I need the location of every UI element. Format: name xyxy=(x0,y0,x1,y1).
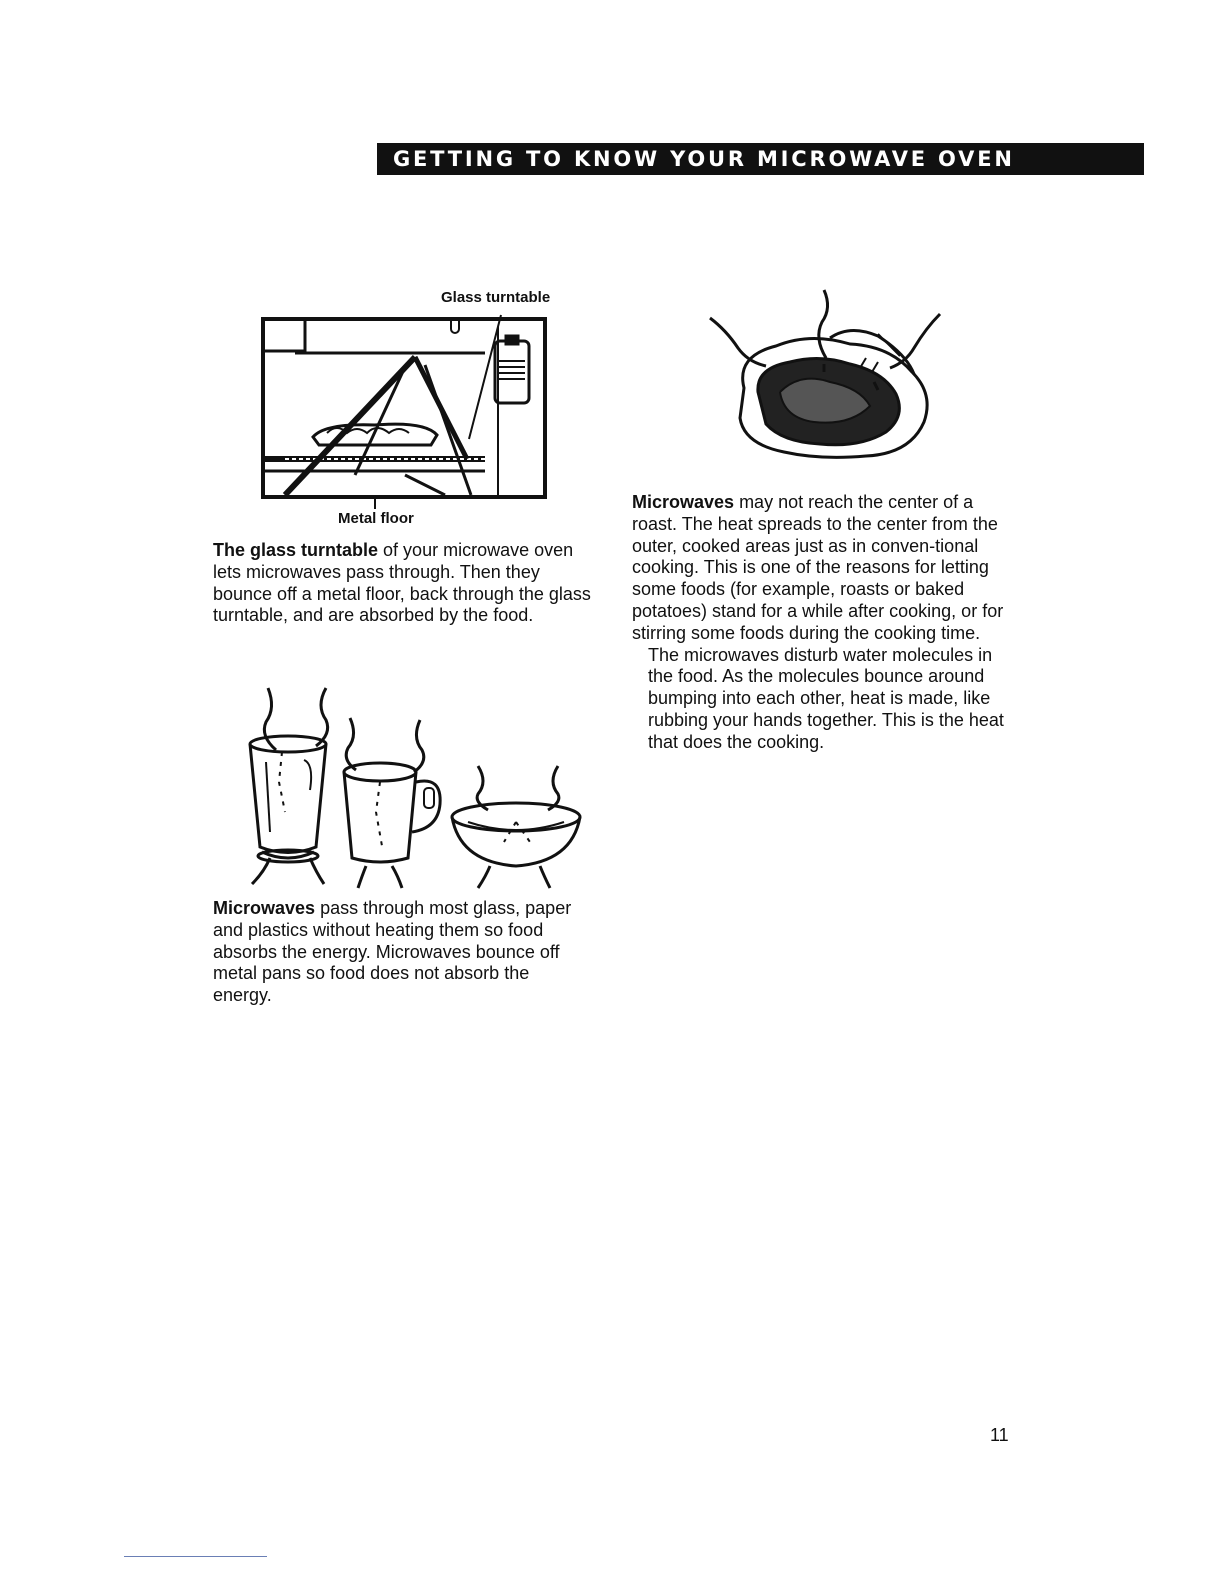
page-number: 11 xyxy=(990,1425,1009,1445)
roast-paragraph-body: may not reach the center of a roast. The heat spreads to the center from the outer, cooked areas just as in conven-tional cooking. This is one of the reasons for letting some foods (for example, roasts or baked potatoes) stand for a while after cooking, or for stirring some foods during the cooking time. xyxy=(632,492,1004,643)
containers-illustration xyxy=(240,682,585,892)
section-title: GETTING TO KNOW YOUR MICROWAVE OVEN xyxy=(393,147,1015,171)
containers-paragraph-lead: Microwaves xyxy=(213,898,316,918)
containers-paragraph xyxy=(213,898,573,1007)
turntable-paragraph-lead: The glass turntable xyxy=(213,540,379,560)
roast-paragraph-lead: Microwaves xyxy=(632,492,735,512)
roast-paragraph xyxy=(632,492,1022,754)
turntable-paragraph-body: of your microwave oven lets microwaves pass through. Then they bounce off a metal floor, back through the glass turntable, and are absorbed by the food. xyxy=(213,540,591,626)
turntable-paragraph xyxy=(213,540,598,627)
roast-illustration xyxy=(700,284,950,469)
glass-turntable-label: Glass turntable xyxy=(441,289,551,306)
containers-paragraph-body: pass through most glass, paper and plastics without heating them so food absorbs the energy. Microwaves bounce off metal pans so food does not absorb the energy. xyxy=(213,898,572,1006)
footer-rule xyxy=(124,1556,267,1557)
metal-floor-label: Metal floor xyxy=(338,510,414,527)
oven-cross-section-illustration xyxy=(255,305,555,510)
roast-paragraph-body2: The microwaves disturb water molecules in the food. As the molecules bounce around bumping into each other, heat is made, like rubbing your hands together. This is the heat that does the cooking. xyxy=(648,644,1004,752)
section-header-banner xyxy=(377,143,1144,175)
